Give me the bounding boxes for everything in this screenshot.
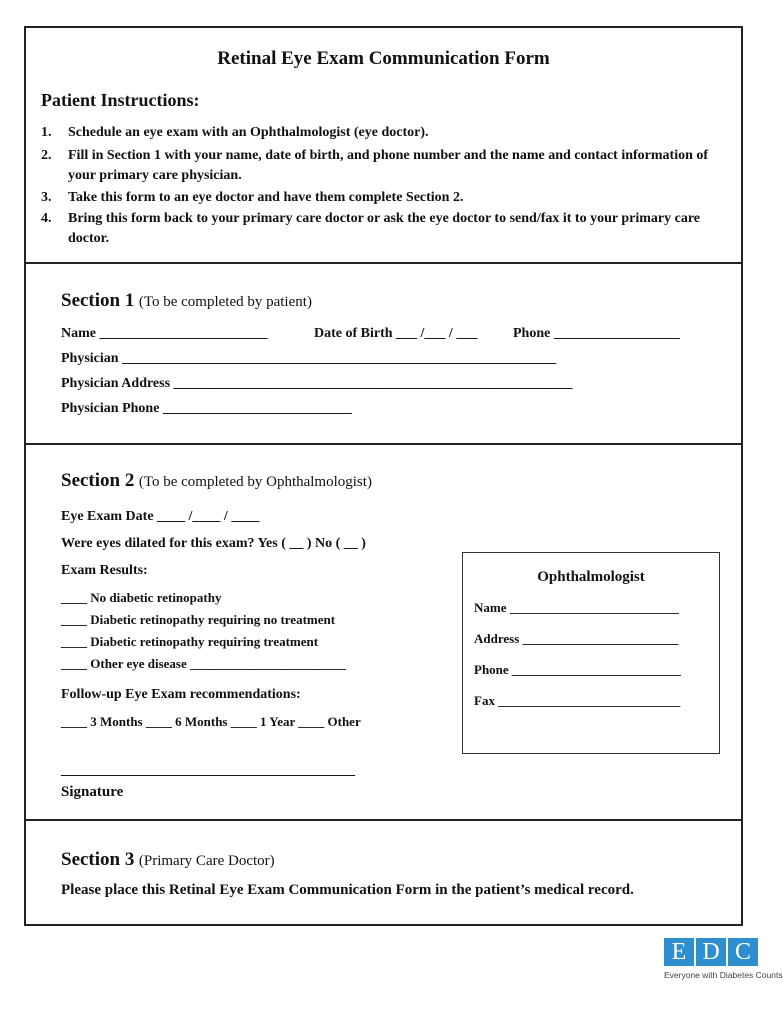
- ophthalmologist-name-field[interactable]: Name __________________________: [474, 600, 679, 615]
- date-of-birth-field[interactable]: Date of Birth ___ /___ / ___: [314, 326, 478, 341]
- follow-up-label: Follow-up Eye Exam recommendations:: [61, 687, 301, 702]
- logo-letter-e: E: [664, 938, 694, 966]
- section-2-subtitle: To be completed by Ophthalmologist: [143, 474, 367, 490]
- instruction-number: 2.: [41, 148, 52, 163]
- result-option[interactable]: ____ Diabetic retinopathy requiring treatment: [61, 634, 319, 649]
- instruction-text: Take this form to an eye doctor and have them complete Section 2.: [68, 190, 464, 205]
- ophthalmologist-box: [462, 552, 720, 754]
- section-3-subtitle: Primary Care Doctor: [143, 853, 270, 869]
- ophthalmologist-heading: Ophthalmologist: [537, 569, 645, 585]
- result-option[interactable]: ____ No diabetic retinopathy: [61, 590, 222, 605]
- instruction-item: [41, 209, 731, 249]
- section-3-heading: Section 3 (Primary Care Doctor): [61, 849, 275, 870]
- physician-address-field[interactable]: Physician Address _________________________________________________________: [61, 376, 573, 391]
- physician-phone-field[interactable]: Physician Phone ___________________________: [61, 401, 352, 416]
- instruction-text: Schedule an eye exam with an Ophthalmologist (eye doctor).: [68, 125, 429, 140]
- instruction-number: 3.: [41, 190, 52, 205]
- signature-label: Signature: [61, 784, 124, 800]
- phone-field[interactable]: Phone __________________: [513, 326, 680, 341]
- logo-tagline: Everyone with Diabetes Counts: [664, 970, 783, 980]
- instruction-text: Fill in Section 1 with your name, date of birth, and phone number and the name and contact information of your primary care physician.: [68, 148, 709, 183]
- section-1-title: Section 1: [61, 290, 135, 311]
- edc-logo: [664, 938, 783, 980]
- signature-line[interactable]: __________________________________________: [61, 763, 355, 778]
- form-frame: [24, 26, 743, 926]
- section-3-title: Section 3: [61, 849, 135, 870]
- logo-letter-d: D: [696, 938, 726, 966]
- ophthalmologist-fax-field[interactable]: Fax ____________________________: [474, 693, 681, 708]
- result-option[interactable]: ____ Diabetic retinopathy requiring no treatment: [61, 612, 336, 627]
- name-field[interactable]: Name ________________________: [61, 326, 268, 341]
- eye-exam-date-field[interactable]: Eye Exam Date ____ /____ / ____: [61, 509, 260, 524]
- instruction-item: [41, 146, 731, 186]
- section-2-title: Section 2: [61, 470, 135, 491]
- section-1: [26, 262, 741, 444]
- instruction-text: Bring this form back to your primary care doctor or ask the eye doctor to send/fax it to your primary care doctor.: [68, 211, 700, 246]
- instructions-heading: Patient Instructions:: [41, 90, 200, 110]
- ophthalmologist-phone-field[interactable]: Phone __________________________: [474, 662, 681, 677]
- section-3-text: Please place this Retinal Eye Exam Communication Form in the patient’s medical record.: [61, 882, 634, 898]
- instruction-number: 1.: [41, 125, 52, 140]
- follow-up-options[interactable]: ____ 3 Months ____ 6 Months ____ 1 Year ____ Other: [61, 714, 361, 729]
- dilated-question[interactable]: Were eyes dilated for this exam? Yes ( __ ) No ( __ ): [61, 536, 366, 551]
- section-1-heading: Section 1 (To be completed by patient): [61, 290, 312, 311]
- physician-field[interactable]: Physician ______________________________________________________________: [61, 351, 557, 366]
- instruction-item: [41, 188, 731, 208]
- logo-letter-c: C: [728, 938, 758, 966]
- result-option[interactable]: ____ Other eye disease ________________________: [61, 656, 347, 671]
- section-3: [26, 819, 741, 926]
- section-2-heading: Section 2 (To be completed by Ophthalmologist): [61, 470, 372, 491]
- section-1-subtitle: To be completed by patient: [143, 294, 307, 310]
- exam-results-label: Exam Results:: [61, 563, 148, 578]
- ophthalmologist-address-field[interactable]: Address ________________________: [474, 631, 679, 646]
- form-title: Retinal Eye Exam Communication Form: [217, 48, 550, 69]
- edc-letters: [664, 938, 783, 966]
- instruction-number: 4.: [41, 211, 52, 226]
- instruction-item: [41, 123, 731, 143]
